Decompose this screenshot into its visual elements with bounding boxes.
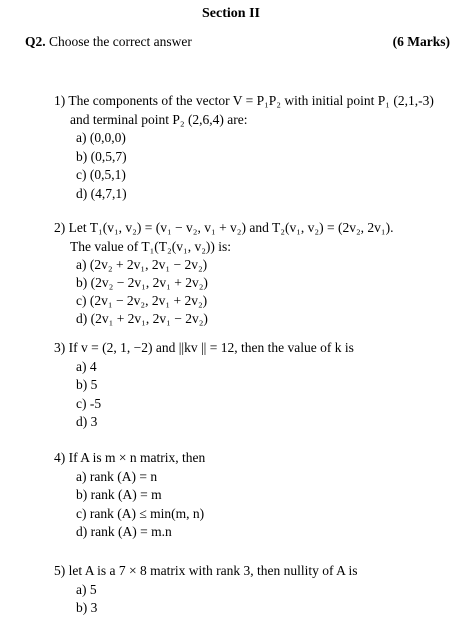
question-5: [54, 562, 454, 618]
question-2-line-2: The value of T₁(T₂(v₁, v₂)) is:: [70, 238, 232, 254]
question-1: [54, 92, 454, 203]
question-2: [54, 219, 454, 328]
option-b: b) 3: [76, 600, 98, 615]
question-2-line-1: 2) Let T₁(v₁, v₂) = (v₁ − v₂, v₁ + v₂) and T₂(v₁, v₂) = (2v₂, 2v₁).: [54, 220, 394, 235]
question-1-line-2: and terminal point P₂ (2,6,4) are:: [70, 111, 248, 127]
option-a: a) 5: [76, 581, 97, 597]
section-title: Section II: [202, 6, 260, 21]
option-d: d) rank (A) = m.n: [76, 524, 172, 539]
instruction-text: Choose the correct answer: [49, 34, 192, 49]
question-header: [25, 34, 450, 50]
question-2-options: [54, 256, 454, 328]
option-c: c) (0,5,1): [76, 167, 126, 182]
question-instruction: [25, 34, 192, 50]
option-d: d) (2v₁ + 2v₁, 2v₁ − 2v₂): [76, 311, 208, 326]
question-5-line-1: 5) let A is a 7 × 8 matrix with rank 3, then nullity of A is: [54, 563, 358, 578]
option-b: b) (2v₂ − 2v₁, 2v₁ + 2v₂): [76, 275, 208, 290]
option-c: c) (2v₁ − 2v₂, 2v₁ + 2v₂): [76, 293, 208, 308]
option-c: c) -5: [76, 395, 102, 411]
option-b: b) 5: [76, 377, 98, 392]
option-a: a) rank (A) = n: [76, 468, 158, 484]
question-number: Q2.: [25, 34, 46, 49]
option-b: b) (0,5,7): [76, 148, 127, 164]
question-3-line-1: 3) If v = (2, 1, −2) and ||kv || = 12, then the value of k is: [54, 340, 354, 355]
question-4-line-1: 4) If A is m × n matrix, then: [54, 450, 206, 465]
option-a: a) (0,0,0): [76, 130, 126, 145]
question-4: [54, 449, 454, 542]
option-d: d) (4,7,1): [76, 185, 127, 201]
question-5-options: [54, 581, 454, 618]
question-4-options: [54, 468, 454, 542]
question-1-options: [54, 129, 454, 203]
option-b: b) rank (A) = m: [76, 487, 162, 502]
option-c: c) rank (A) ≤ min(m, n): [76, 505, 205, 521]
marks-label: (6 Marks): [392, 34, 450, 49]
option-a: a) (2v₂ + 2v₁, 2v₁ − 2v₂): [76, 257, 208, 272]
question-1-line-1: 1) The components of the vector V = P₁P₂ with initial point P₁ (2,1,-3): [54, 93, 434, 108]
question-3-options: [54, 358, 454, 432]
option-d: d) 3: [76, 414, 98, 429]
option-a: a) 4: [76, 358, 97, 374]
question-3: [54, 339, 454, 432]
